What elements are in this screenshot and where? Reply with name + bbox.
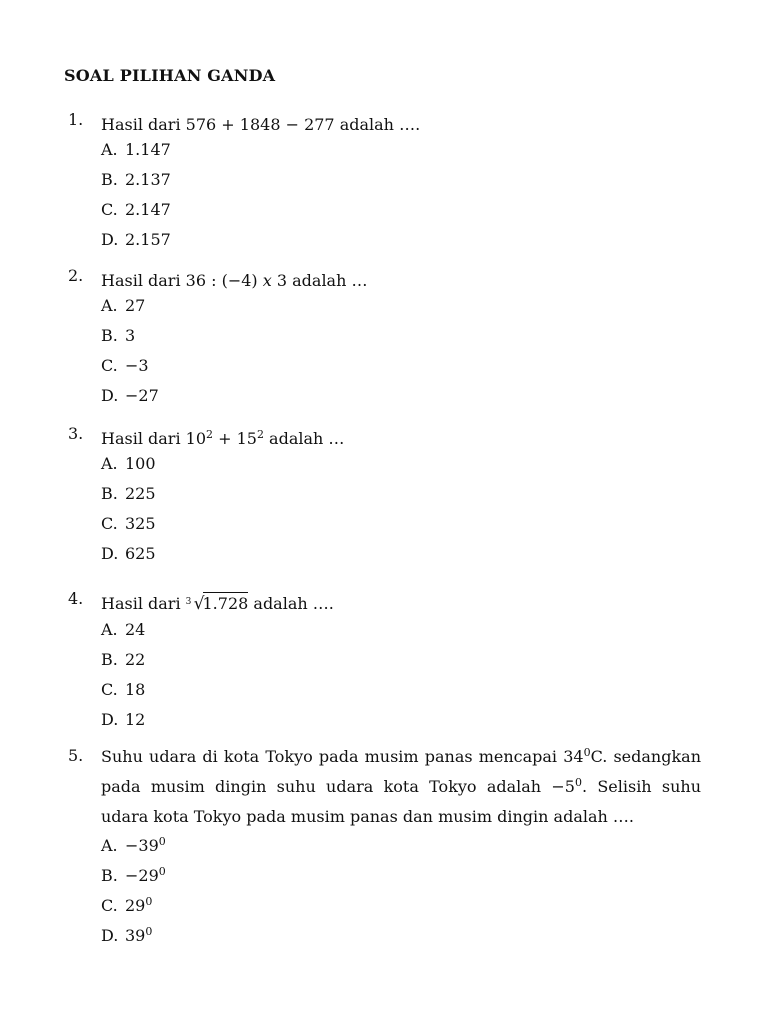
option-a: [101, 620, 145, 639]
stem-text: adalah …: [263, 429, 345, 448]
question-number: 2.: [68, 266, 84, 285]
option-a: [101, 836, 166, 855]
stem-text: Hasil dari: [101, 271, 186, 290]
question-stem: [101, 110, 701, 140]
degree-exponent: 0: [145, 925, 153, 938]
degree-exponent: 0: [583, 746, 591, 759]
math-expression: 36 : (−4): [185, 271, 263, 290]
option-b: [101, 484, 156, 503]
math-times-x: x: [262, 271, 272, 290]
degree-exponent: 0: [145, 895, 153, 908]
question-stem: [101, 589, 701, 619]
option-value: 22: [125, 650, 146, 669]
stem-text: Hasil dari: [101, 594, 186, 613]
option-value: −39: [125, 836, 159, 855]
option-value: 24: [125, 620, 146, 639]
option-letter: D.: [101, 386, 119, 405]
section-heading: SOAL PILIHAN GANDA: [64, 66, 276, 85]
option-letter: A.: [101, 140, 118, 159]
option-letter: D.: [101, 230, 119, 249]
option-c: [101, 200, 171, 219]
option-b: [101, 650, 145, 669]
question-stem: [101, 424, 701, 454]
option-b: [101, 326, 135, 345]
option-b: [101, 866, 166, 885]
option-letter: C.: [101, 356, 118, 375]
option-letter: C.: [101, 680, 118, 699]
question-number: 3.: [68, 424, 84, 443]
option-letter: D.: [101, 544, 119, 563]
option-letter: D.: [101, 710, 119, 729]
option-d: [101, 386, 159, 405]
math-operator: +: [213, 429, 237, 448]
option-c: [101, 514, 156, 533]
radical-sign: √: [193, 594, 205, 614]
option-letter: D.: [101, 926, 119, 945]
option-value: 2.147: [125, 200, 171, 219]
degree-exponent: 0: [158, 835, 166, 848]
stem-text: Hasil dari: [101, 115, 186, 134]
option-letter: B.: [101, 170, 118, 189]
option-value: 27: [125, 296, 146, 315]
stem-text: Hasil dari: [101, 429, 186, 448]
stem-text: . Selisih suhu udara kota Tokyo pada musim panas dan musim dingin adalah ….: [101, 777, 701, 826]
power-exponent: 2: [206, 428, 214, 441]
power-exponent: 2: [256, 428, 264, 441]
option-value: 1.147: [125, 140, 171, 159]
option-value: 29: [125, 896, 146, 915]
math-expression: 576 + 1848 − 277: [185, 115, 335, 134]
option-letter: B.: [101, 866, 118, 885]
option-value: 3: [125, 326, 136, 345]
stem-text: Suhu udara di kota Tokyo pada musim panas mencapai: [101, 747, 564, 766]
option-c: [101, 896, 152, 915]
question-stem: [101, 266, 701, 296]
question-number: 5.: [68, 746, 84, 765]
stem-text: adalah …: [287, 271, 368, 290]
cube-root: [186, 589, 249, 619]
root-index: 3: [185, 597, 192, 607]
option-value: −27: [125, 386, 159, 405]
option-d: [101, 926, 152, 945]
option-value: 100: [125, 454, 156, 473]
option-c: [101, 356, 149, 375]
option-value: 39: [125, 926, 146, 945]
option-letter: A.: [101, 620, 118, 639]
power-base: 10: [185, 429, 207, 448]
option-a: [101, 140, 171, 159]
stem-text: adalah ….: [248, 594, 334, 613]
option-value: 12: [125, 710, 146, 729]
math-expression: 3: [271, 271, 288, 290]
option-letter: C.: [101, 896, 118, 915]
option-value: 225: [125, 484, 156, 503]
option-value: 18: [125, 680, 146, 699]
option-letter: A.: [101, 836, 118, 855]
option-letter: C.: [101, 200, 118, 219]
option-value: 625: [125, 544, 156, 563]
option-b: [101, 170, 171, 189]
option-d: [101, 710, 145, 729]
degree-exponent: 0: [158, 865, 166, 878]
stem-text: adalah ….: [334, 115, 421, 134]
temperature-value: −5: [551, 777, 575, 796]
degree-exponent: 0: [574, 776, 582, 789]
power-base: 15: [236, 429, 257, 448]
option-letter: C.: [101, 514, 118, 533]
option-a: [101, 296, 145, 315]
temperature-value: 34: [563, 747, 584, 766]
option-value: −29: [125, 866, 159, 885]
question-number: 1.: [68, 110, 84, 129]
question-number: 4.: [68, 589, 84, 608]
option-value: 325: [125, 514, 156, 533]
option-value: −3: [125, 356, 149, 375]
option-d: [101, 544, 156, 563]
radicand: 1.728: [202, 594, 249, 613]
option-letter: A.: [101, 454, 118, 473]
stem-text: C. sedangkan pada musim dingin suhu udara kota Tokyo adalah: [101, 747, 702, 796]
option-letter: B.: [101, 650, 118, 669]
option-c: [101, 680, 145, 699]
option-letter: B.: [101, 326, 118, 345]
option-d: [101, 230, 171, 249]
question-stem: [101, 742, 701, 832]
option-letter: A.: [101, 296, 118, 315]
option-letter: B.: [101, 484, 118, 503]
option-value: 2.137: [125, 170, 171, 189]
option-value: 2.157: [125, 230, 171, 249]
option-a: [101, 454, 156, 473]
